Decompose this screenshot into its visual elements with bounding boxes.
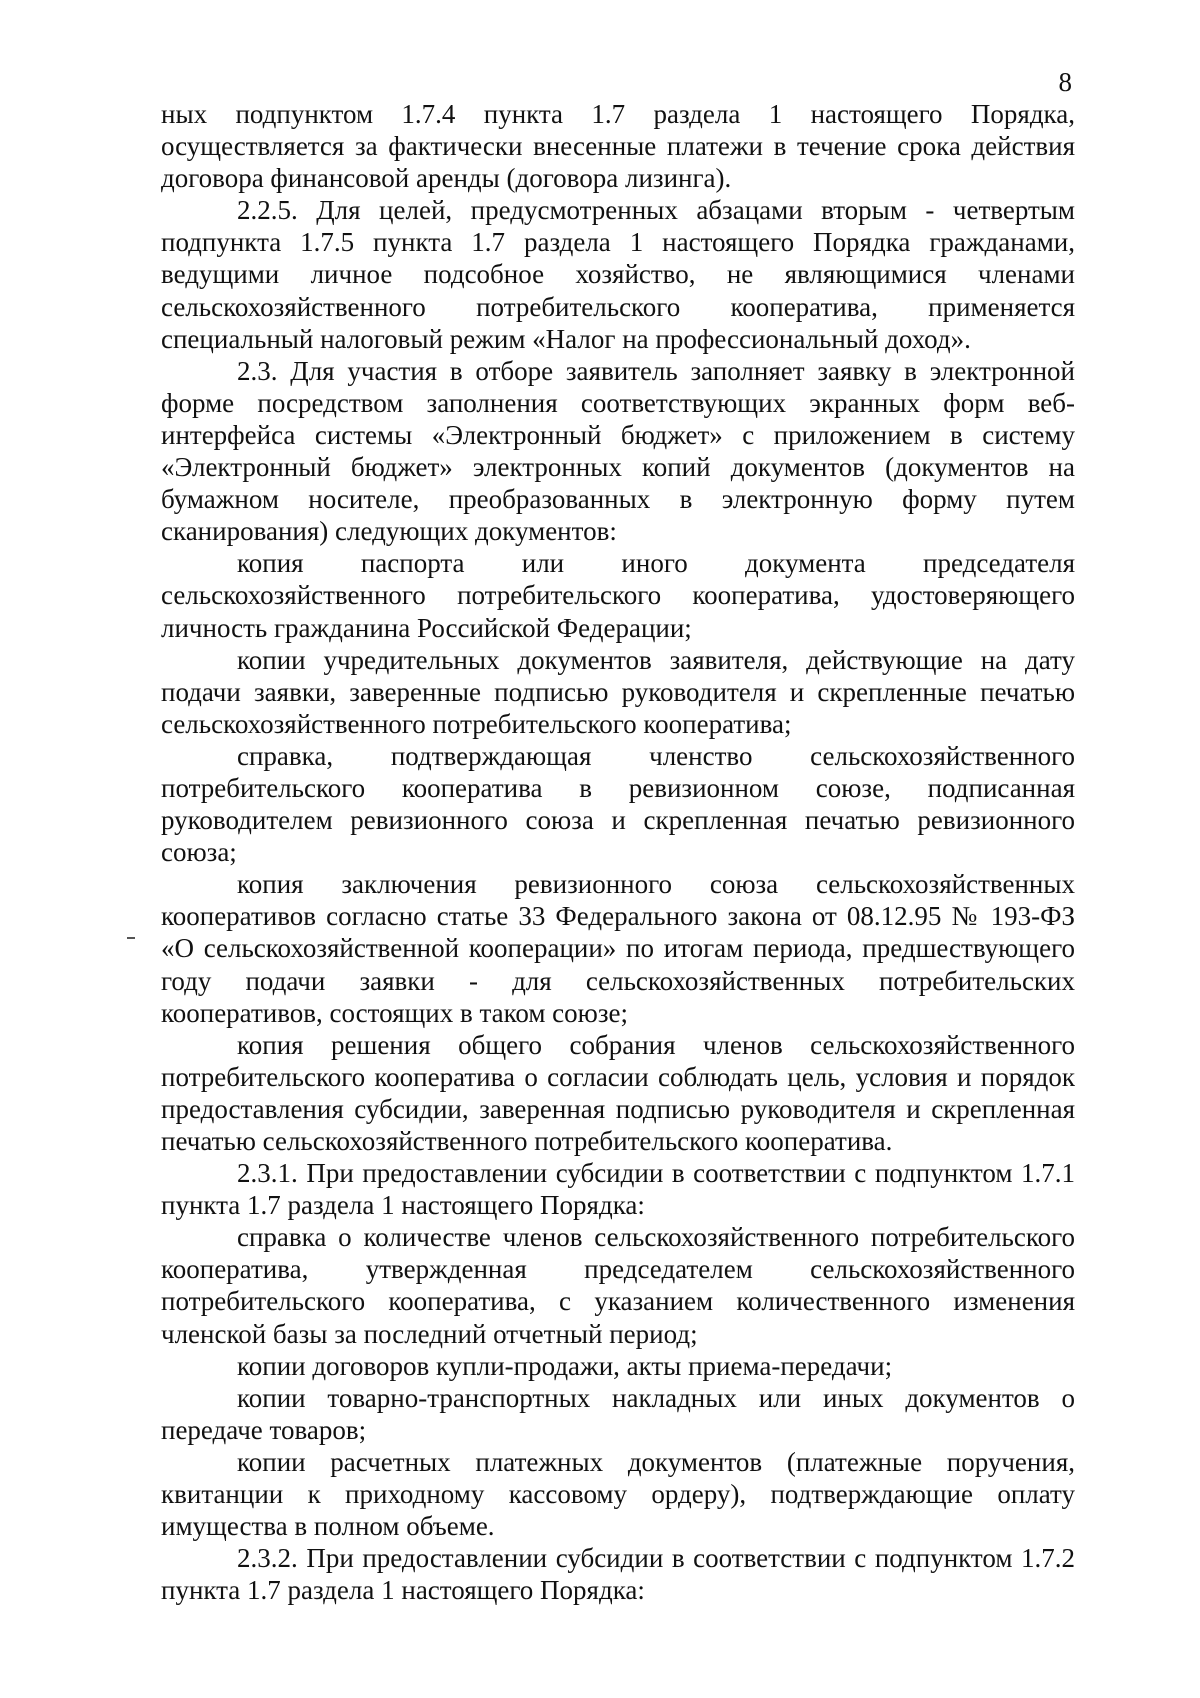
list-item-payment-documents: копии расчетных платежных документов (платежные поручения, квитанции к приходному кассовому ордеру), подтверждающие оплату имущества в полном объеме. [161, 1446, 1075, 1542]
document-body [161, 98, 1075, 1606]
paragraph-2-3-1: 2.3.1. При предоставлении субсидии в соответствии с подпунктом 1.7.1 пункта 1.7 раздела 1 настоящего Порядка: [161, 1158, 1075, 1221]
paragraph-2-3-2: 2.3.2. При предоставлении субсидии в соответствии с подпунктом 1.7.2 пункта 1.7 раздела 1 настоящего Порядка: [161, 1543, 1075, 1606]
page-number: 8 [1058, 67, 1072, 97]
paragraph-continuation: ных подпунктом 1.7.4 пункта 1.7 раздела 1 настоящего Порядка, осуществляется за фактически внесенные платежи в течение срока действия договора финансовой аренды (договора лизинга). [161, 99, 1075, 194]
list-item-general-meeting-decision: копия решения общего собрания членов сельскохозяйственного потребительского кооператива о согласии соблюдать цель, условия и порядок предоставления субсидии, заверенная подписью руководителя и скрепленная печатью сельскохозяйственного потребительского кооператива. [161, 1029, 1075, 1156]
margin-mark [127, 937, 135, 939]
list-item-founding-documents: копии учредительных документов заявителя, действующие на дату подачи заявки, заверенные подписью руководителя и скрепленные печатью сельскохозяйственного потребительского кооператива; [161, 644, 1075, 739]
list-item-membership-certificate: справка, подтверждающая членство сельскохозяйственного потребительского кооператива в ревизионном союзе, подписанная руководителем ревизионного союза и скрепленная печатью ревизионного союза; [161, 740, 1075, 868]
paragraph-2-2-5: 2.2.5. Для целей, предусмотренных абзацами вторым - четвертым подпункта 1.7.5 пункта 1.7 раздела 1 настоящего Порядка гражданами, ведущими личное подсобное хозяйство, не являющимися членами сельскохозяйственного потребительского кооператива, применяется специальный налоговый режим «Налог на профессиональный доход». [161, 195, 1075, 354]
paragraph-2-3: 2.3. Для участия в отборе заявитель заполняет заявку в электронной форме посредством заполнения соответствующих экранных форм веб-интерфейса системы «Электронный бюджет» с приложением в систему «Электронный бюджет» электронных копий документов (документов на бумажном носителе, преобразованных в электронную форму путем сканирования) следующих документов: [161, 355, 1075, 547]
list-item-passport-copy: копия паспорта или иного документа председателя сельскохозяйственного потребительского кооператива, удостоверяющего личность гражданина Российской Федерации; [161, 548, 1075, 643]
list-item-member-count-certificate: справка о количестве членов сельскохозяйственного потребительского кооператива, утвержденная председателем сельскохозяйственного потребительского кооператива, с указанием количественного изменения членской базы за последний отчетный период; [161, 1222, 1075, 1349]
list-item-audit-conclusion: копия заключения ревизионного союза сельскохозяйственных кооперативов согласно статье 33 Федерального закона от 08.12.95 № 193-ФЗ «О сельскохозяйственной кооперации» по итогам периода, предшествующего году подачи заявки - для сельскохозяйственных потребительских кооперативов, состоящих в таком союзе; [161, 869, 1075, 1028]
list-item-waybills: копии товарно-транспортных накладных или иных документов о передаче товаров; [161, 1382, 1075, 1445]
list-item-sale-contracts: копии договоров купли-продажи, акты приема-передачи; [237, 1350, 893, 1381]
